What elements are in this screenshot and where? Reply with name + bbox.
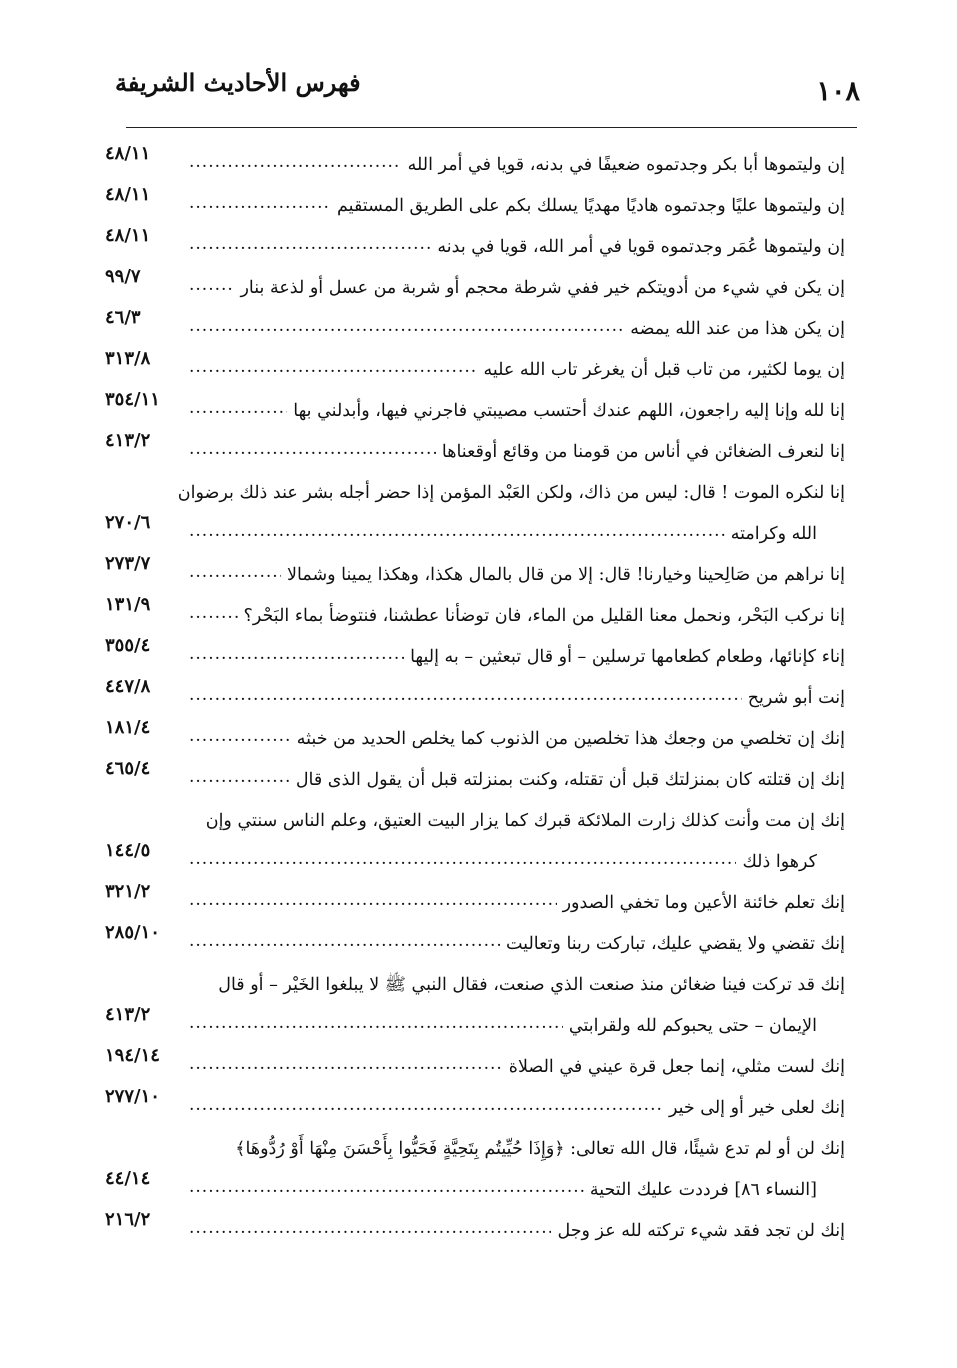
- entry-line: [105, 302, 845, 343]
- dot-leader: [189, 766, 290, 794]
- index-entry: [105, 261, 845, 302]
- dot-leader: [189, 397, 287, 425]
- hadith-text: إنك تقضي ولا يقضي عليك، تباركت ربنا وتعاليت: [505, 934, 845, 955]
- entry-continuation-line: [105, 1163, 845, 1204]
- entry-line: [105, 1040, 845, 1081]
- volume-page-reference: ٢٨٥/١٠: [105, 921, 160, 943]
- volume-page-reference: ٤٦/٣: [105, 306, 141, 328]
- volume-page-reference: ٤٨/١١: [105, 224, 151, 246]
- volume-page-reference: ٤٨/١١: [105, 142, 151, 164]
- hadith-text: إن وليتموها عليًا وجدتموه هاديًا مهديًا يسلك بكم على الطريق المستقيم: [337, 196, 845, 217]
- hadith-text: الإيمان – حتى يحبوكم لله ولقرابتي: [568, 1016, 817, 1037]
- dot-leader: [189, 930, 500, 958]
- volume-page-reference: ٤٤٧/٨: [105, 675, 151, 697]
- hadith-text: إن وليتموها عُمَر وجدتموه قويا في أمر الله، قويا في بدنه: [437, 237, 845, 258]
- hadith-text: إنك إن مت وأنت كذلك زارت الملائكة قبرك كما يزار البيت العتيق، وعلم الناس سنتي وإن: [205, 811, 845, 832]
- index-entry: [105, 630, 845, 671]
- hadith-text: إنا لله وإنا إليه راجعون، اللهم عندك أحتسب مصيبتي فاجرني فيها، وأبدلني بها: [293, 401, 845, 422]
- hadith-text: إنا لنعرف الضغائن في أناس من قومنا من وقائع أوقعناها: [441, 442, 845, 463]
- dot-leader: [189, 1094, 663, 1122]
- index-entry: [105, 712, 845, 753]
- entry-line: [105, 876, 845, 917]
- running-head-title: فهرس الأحاديث الشريفة: [115, 68, 361, 97]
- dot-leader: [189, 725, 291, 753]
- index-entry: [105, 220, 845, 261]
- dot-leader: [189, 192, 331, 220]
- entry-line: [105, 220, 845, 261]
- dot-leader: [189, 1012, 563, 1040]
- hadith-text: إنك لن تجد فقد شيء تركته لله عز وجل: [557, 1221, 845, 1242]
- volume-page-reference: ١٣١/٩: [105, 593, 151, 615]
- entry-line: [105, 1122, 845, 1163]
- hadith-text: إنك قد تركت فينا ضغائن منذ صنعت الذي صنعت، فقال النبي ﷺ لا يبلغوا الخَيْر – أو قال: [218, 975, 845, 996]
- dot-leader: [189, 889, 557, 917]
- dot-leader: [189, 151, 402, 179]
- volume-page-reference: ١٤٤/٥: [105, 839, 151, 861]
- index-entry: [105, 1204, 845, 1245]
- entry-line: [105, 343, 845, 384]
- entry-continuation-line: [105, 835, 845, 876]
- hadith-text: [النساء ٨٦] فرددت عليك التحية: [589, 1180, 817, 1201]
- index-entry: [105, 589, 845, 630]
- volume-page-reference: ٢١٦/٢: [105, 1208, 151, 1230]
- hadith-text: إنا نراهم من صَالِحينا وخيارنا! قال: إلا من قال بالمال هكذا، وهكذا يمينا وشمالا: [287, 565, 845, 586]
- dot-leader: [189, 1217, 551, 1245]
- entry-line: [105, 712, 845, 753]
- index-entry: [105, 1122, 845, 1204]
- hadith-text: إنك إن تخلصي من وجعك هذا تخلصين من الذنوب كما يخلص الحديد من خبثه: [296, 729, 845, 750]
- hadith-index-list: [105, 138, 845, 1245]
- dot-leader: [189, 356, 477, 384]
- entry-line: [105, 425, 845, 466]
- volume-page-reference: ٣٢١/٢: [105, 880, 151, 902]
- hadith-text: إنك لعلى خير أو إلى خير: [668, 1098, 845, 1119]
- header-rule: [126, 127, 857, 128]
- index-entry: [105, 138, 845, 179]
- index-entry: [105, 958, 845, 1040]
- hadith-text: إنا نركب البَحْر، ونحمل معنا القليل من الماء، فان توضأنا عطشنا، فنتوضأ بماء البَحْر؟: [243, 606, 845, 627]
- volume-page-reference: ٢٧٠/٦: [105, 511, 151, 533]
- entry-line: [105, 958, 845, 999]
- volume-page-reference: ٤١٣/٢: [105, 429, 151, 451]
- hadith-text: إنك لست مثلي، إنما جعل قرة عيني في الصلاة: [508, 1057, 845, 1078]
- entry-line: [105, 794, 845, 835]
- dot-leader: [189, 643, 404, 671]
- index-entry: [105, 343, 845, 384]
- entry-continuation-line: [105, 507, 845, 548]
- entry-line: [105, 1204, 845, 1245]
- index-entry: [105, 671, 845, 712]
- index-entry: [105, 384, 845, 425]
- volume-page-reference: ١٩٤/١٤: [105, 1044, 160, 1066]
- running-head: [115, 62, 860, 106]
- index-entry: [105, 548, 845, 589]
- dot-leader: [189, 1176, 584, 1204]
- index-entry: [105, 753, 845, 794]
- index-entry: [105, 425, 845, 466]
- entry-line: [105, 671, 845, 712]
- entry-line: [105, 179, 845, 220]
- volume-page-reference: ٤٨/١١: [105, 183, 151, 205]
- hadith-text: إناء كإنائها، وطعام كطعامها ترسلين – أو قال تبعثين – به إليها: [410, 647, 845, 668]
- hadith-text: إن وليتموها أبا بكر وجدتموه ضعيفًا في بدنه، قويا في أمر الله: [407, 155, 845, 176]
- volume-page-reference: ٣٥٤/١١: [105, 388, 160, 410]
- index-entry: [105, 876, 845, 917]
- entry-line: [105, 466, 845, 507]
- entry-line: [105, 917, 845, 958]
- volume-page-reference: ٤٦٥/٤: [105, 757, 151, 779]
- hadith-text: الله وكرامته: [730, 524, 817, 545]
- volume-page-reference: ٤١٣/٢: [105, 1003, 151, 1025]
- volume-page-reference: ١٨١/٤: [105, 716, 151, 738]
- volume-page-reference: ٤٤/١٤: [105, 1167, 151, 1189]
- volume-page-reference: ٣١٣/٨: [105, 347, 151, 369]
- dot-leader: [189, 438, 436, 466]
- dot-leader: [189, 561, 281, 589]
- index-entry: [105, 1040, 845, 1081]
- entry-line: [105, 1081, 845, 1122]
- dot-leader: [189, 602, 238, 630]
- hadith-text: إنك لن أو لم تدع شيئًا، قال الله تعالى: ﴿وَإِذَا حُيِّيتُم بِتَحِيَّةٍ فَحَيُّوا بِأَحْسَنَ مِنْهَا أَوْ رُدُّوهَا﴾: [235, 1139, 845, 1160]
- dot-leader: [189, 1053, 503, 1081]
- entry-line: [105, 548, 845, 589]
- volume-page-reference: ٣٥٥/٤: [105, 634, 151, 656]
- entry-continuation-line: [105, 999, 845, 1040]
- page-number: ١٠٨: [816, 76, 860, 107]
- dot-leader: [189, 520, 725, 548]
- dot-leader: [189, 233, 431, 261]
- entry-line: [105, 589, 845, 630]
- dot-leader: [189, 684, 742, 712]
- entry-line: [105, 753, 845, 794]
- hadith-text: إن يكن هذا من عند الله يمضه: [630, 319, 845, 340]
- volume-page-reference: ٢٧٣/٧: [105, 552, 151, 574]
- dot-leader: [189, 274, 234, 302]
- hadith-text: إنت أبو شريح: [747, 688, 845, 709]
- hadith-text: إنا لنكره الموت ! قال: ليس من ذاك، ولكن العَبْد المؤمن إذا حضر أجله بشر عند ذلك برضوان: [177, 483, 845, 504]
- hadith-text: إن يوما لكثير، من تاب قبل أن يغرغر تاب الله عليه: [483, 360, 845, 381]
- index-entry: [105, 917, 845, 958]
- dot-leader: [189, 848, 736, 876]
- entry-line: [105, 138, 845, 179]
- index-entry: [105, 1081, 845, 1122]
- hadith-text: إن يكن في شيء من أدويتكم خير ففي شرطة محجم أو شربة من عسل أو لذعة بنار: [240, 278, 845, 299]
- entry-line: [105, 630, 845, 671]
- index-entry: [105, 466, 845, 548]
- volume-page-reference: ٩٩/٧: [105, 265, 141, 287]
- index-entry: [105, 794, 845, 876]
- hadith-text: إنك إن قتلته كان بمنزلتك قبل أن تقتله، وكنت بمنزلته قبل أن يقول الذى قال: [295, 770, 845, 791]
- dot-leader: [189, 315, 624, 343]
- hadith-text: كرهوا ذلك: [742, 852, 817, 873]
- index-entry: [105, 302, 845, 343]
- entry-line: [105, 384, 845, 425]
- hadith-text: إنك تعلم خائنة الأعين وما تخفي الصدور: [562, 893, 845, 914]
- entry-line: [105, 261, 845, 302]
- volume-page-reference: ٢٧٧/١٠: [105, 1085, 160, 1107]
- index-entry: [105, 179, 845, 220]
